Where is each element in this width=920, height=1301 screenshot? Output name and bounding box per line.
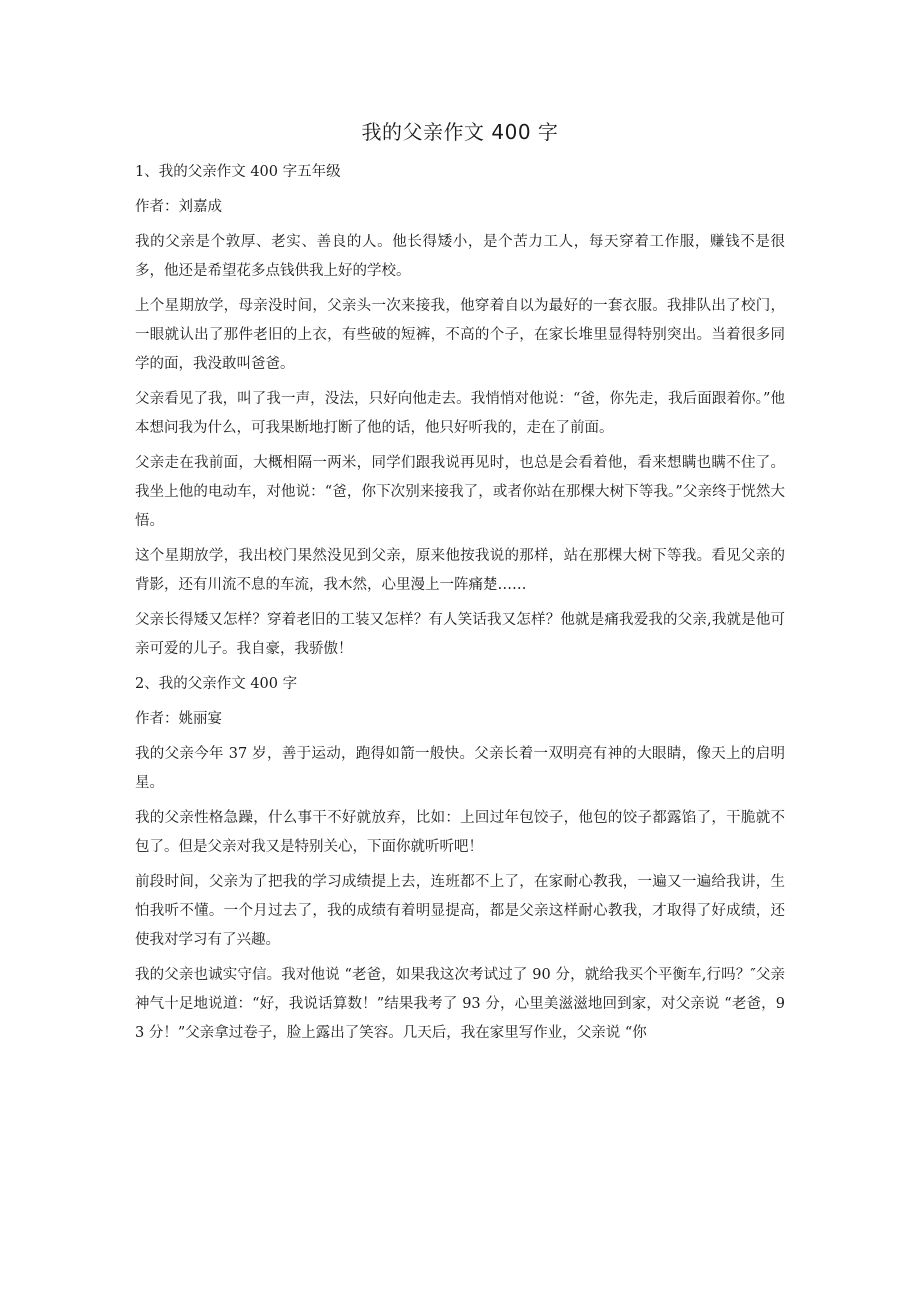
paragraph: 父亲走在我前面，大概相隔一两米，同学们跟我说再见时，也总是会看着他，看来想瞒也瞒不住了。我坐上他的电动车，对他说：“爸，你下次别来接我了，或者你站在那棵大树下等我。”父亲终于恍然大悟。 (135, 455, 785, 529)
document-page (135, 118, 785, 1054)
paragraph: 父亲长得矮又怎样？穿着老旧的工装又怎样？有人笑话我又怎样？他就是痛我爱我的父亲,我就是他可亲可爱的儿子。我自豪，我骄傲！ (135, 612, 785, 657)
section-author: 作者：姚丽宴 (135, 711, 222, 727)
essay-section-1 (135, 158, 785, 664)
essay-section-2 (135, 670, 785, 1048)
section-author: 作者：刘嘉成 (135, 199, 222, 215)
paragraph: 这个星期放学，我出校门果然没见到父亲，原来他按我说的那样，站在那棵大树下等我。看见父亲的背影，还有川流不息的车流，我木然，心里漫上一阵痛楚…… (135, 548, 785, 593)
section-heading: 1、我的父亲作文 400 字五年级 (135, 164, 341, 180)
paragraph: 前段时间，父亲为了把我的学习成绩提上去，连班都不上了，在家耐心教我，一遍又一遍给我讲，生怕我听不懂。一个月过去了，我的成绩有着明显提高，都是父亲这样耐心教我，才取得了好成绩，还使我对学习有了兴趣。 (135, 874, 785, 948)
paragraph: 我的父亲性格急躁，什么事干不好就放弃，比如：上回过年包饺子，他包的饺子都露馅了，干脆就不包了。但是父亲对我又是特别关心，下面你就听听吧！ (135, 810, 785, 855)
paragraph: 我的父亲也诚实守信。我对他说 “老爸，如果我这次考试过了 90 分，就给我买个平衡车,行吗？″父亲神气十足地说道：“好，我说话算数！”结果我考了 93 分，心里美滋滋地回到家，对父亲说 “老爸，93 分！”父亲拿过卷子，脸上露出了笑容。几天后，我在家里写作业，父亲说 “你 (135, 967, 785, 1041)
paragraph: 我的父亲今年 37 岁，善于运动，跑得如箭一般快。父亲长着一双明亮有神的大眼睛，像天上的启明星。 (135, 746, 785, 791)
section-heading: 2、我的父亲作文 400 字 (135, 676, 298, 692)
document-title: 我的父亲作文 400 字 (361, 120, 559, 144)
paragraph: 上个星期放学，母亲没时间，父亲头一次来接我，他穿着自以为最好的一套衣服。我排队出了校门，一眼就认出了那件老旧的上衣，有些破的短裤，不高的个子，在家长堆里显得特别突出。当着很多同学的面，我没敢叫爸爸。 (135, 298, 785, 372)
paragraph: 父亲看见了我，叫了我一声，没法，只好向他走去。我悄悄对他说：“爸，你先走，我后面跟着你。”他本想问我为什么，可我果断地打断了他的话，他只好听我的，走在了前面。 (135, 391, 785, 436)
paragraph: 我的父亲是个敦厚、老实、善良的人。他长得矮小，是个苦力工人，每天穿着工作服，赚钱不是很多，他还是希望花多点钱供我上好的学校。 (135, 234, 785, 279)
